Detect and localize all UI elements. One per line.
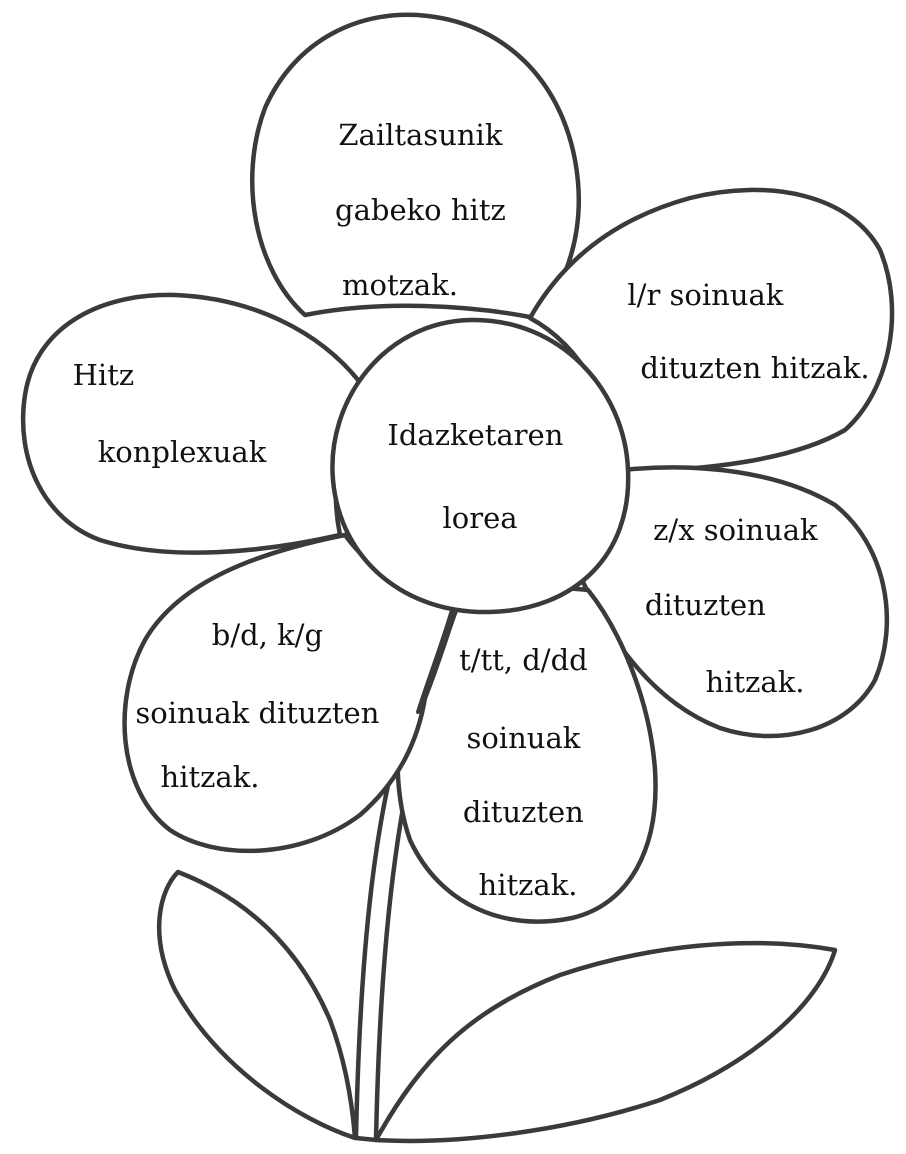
- petal-label-line: hitzak.: [160, 760, 260, 794]
- petal-label-line: motzak.: [342, 268, 458, 302]
- petal-label-line: dituzten hitzak.: [640, 351, 870, 385]
- petal-label-line: hitzak.: [705, 665, 805, 699]
- petal-label-line: gabeko hitz: [335, 193, 506, 227]
- petal-label-line: dituzten: [644, 588, 766, 622]
- petal-label-line: hitzak.: [478, 868, 578, 902]
- petal-label-line: konplexuak: [97, 435, 267, 469]
- petal-label-line: Hitz: [72, 358, 135, 392]
- left-leaf: [159, 872, 355, 1138]
- center-label-line: lorea: [442, 501, 518, 535]
- petal-label-line: dituzten: [462, 795, 584, 829]
- petal-label-line: b/d, k/g: [211, 618, 324, 652]
- petal-label-line: t/tt, d/dd: [459, 643, 588, 677]
- petal-label-line: z/x soinuak: [653, 513, 818, 547]
- petal-label-line: soinuak dituzten: [135, 696, 380, 730]
- center-label-line: Idazketaren: [387, 418, 564, 452]
- petal-label-line: soinuak: [466, 721, 581, 755]
- petal-label-line: Zailtasunik: [338, 118, 503, 152]
- petal-left: [23, 295, 362, 553]
- right-leaf: [376, 943, 835, 1141]
- flower-center: [332, 320, 628, 612]
- petal-label-line: l/r soinuak: [627, 278, 784, 312]
